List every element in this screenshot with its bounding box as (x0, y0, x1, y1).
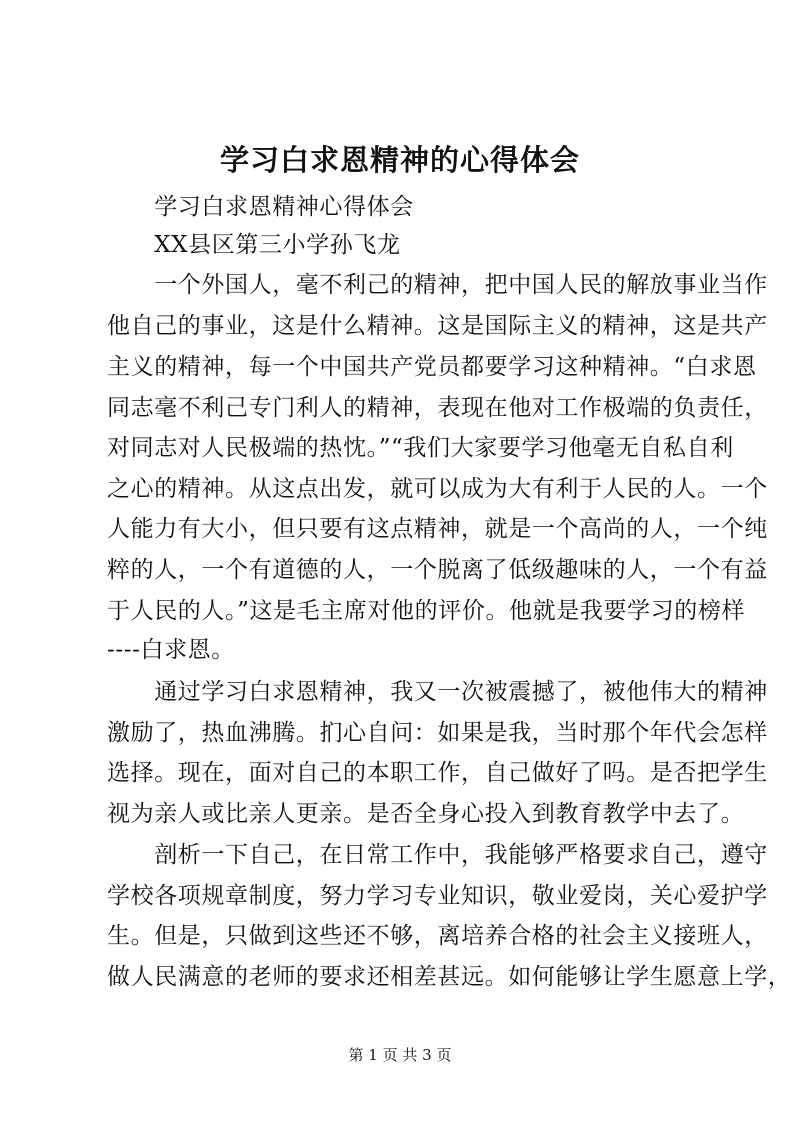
text-line: 生。但是，只做到这些还不够，离培养合格的社会主义接班人， (107, 923, 768, 949)
text-line: 人能力有大小，但只要有这点精神，就是一个高尚的人，一个纯 (107, 516, 768, 542)
text-line: 学习白求恩精神心得体会 (107, 194, 414, 220)
text-line: 通过学习白求恩精神，我又一次被震撼了，被他伟大的精神 (107, 679, 768, 705)
document-title: 学习白求恩精神的心得体会 (219, 143, 580, 177)
page-footer: 第 1 页 共 3 页 (348, 1046, 452, 1064)
text-line: 粹的人，一个有道德的人，一个脱离了低级趣味的人，一个有益 (107, 557, 768, 583)
text-line: ----白求恩。 (107, 637, 235, 663)
text-line: 激励了，热血沸腾。扪心自问：如果是我，当时那个年代会怎样 (107, 720, 768, 746)
text-line: 视为亲人或比亲人更亲。是否全身心投入到教育教学中去了。 (107, 801, 745, 827)
text-line: 选择。现在，面对自己的本职工作，自己做好了吗。是否把学生 (107, 760, 768, 786)
text-line: 同志毫不利己专门利人的精神，表现在他对工作极端的负责任， (107, 395, 768, 421)
text-line: XX县区第三小学孙飞龙 (107, 232, 401, 258)
text-line: 主义的精神，每一个中国共产党员都要学习这种精神。“白求恩 (107, 354, 757, 380)
text-line: 对同志对人民极端的热忱。”“我们大家要学习他毫无自私自利 (107, 435, 734, 461)
text-line: 一个外国人，毫不利己的精神，把中国人民的解放事业当作 (107, 272, 768, 298)
text-line: 他自己的事业，这是什么精神。这是国际主义的精神，这是共产 (107, 313, 768, 339)
text-line: 剖析一下自己，在日常工作中，我能够严格要求自己，遵守 (107, 842, 768, 868)
text-line: 学校各项规章制度，努力学习专业知识，敬业爱岗，关心爱护学 (107, 883, 768, 909)
text-line: 做人民满意的老师的要求还相差甚远。如何能够让学生愿意上学， (107, 964, 792, 990)
text-line: 之心的精神。从这点出发，就可以成为大有利于人民的人。一个 (107, 476, 768, 502)
text-line: 于人民的人。”这是毛主席对他的评价。他就是我要学习的榜样 (107, 598, 746, 624)
